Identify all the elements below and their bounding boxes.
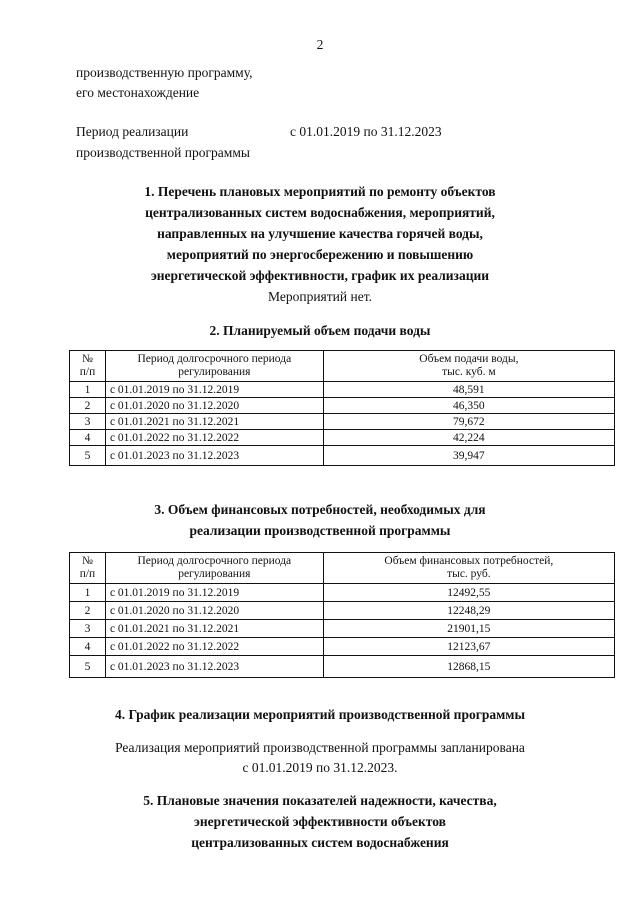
row-no: 1 <box>70 584 106 602</box>
period-label-1: Период реализации <box>76 124 189 139</box>
header-value: Объем финансовых потребностей, тыс. руб. <box>323 553 614 584</box>
row-value: 39,947 <box>323 446 614 466</box>
row-no: 5 <box>70 446 106 466</box>
row-value: 21901,15 <box>323 620 614 638</box>
row-period: с 01.01.2022 по 31.12.2022 <box>105 430 323 446</box>
intro-line-2: его местонахождение <box>76 85 200 100</box>
section4-text-2: с 01.01.2019 по 31.12.2023. <box>242 760 398 775</box>
row-no: 2 <box>70 602 106 620</box>
row-period: с 01.01.2020 по 31.12.2020 <box>105 398 323 414</box>
section1-heading-line: направленных на улучшение качества горячей воды, <box>157 226 483 241</box>
section3-heading <box>40 499 600 541</box>
financial-needs-table <box>69 552 615 678</box>
section5-heading-line: энергетической эффективности объектов <box>194 814 446 829</box>
header-value: Объем подачи воды, тыс. куб. м <box>323 351 614 382</box>
row-no: 5 <box>70 656 106 678</box>
intro-line-1: производственную программу, <box>76 65 253 80</box>
row-value: 46,350 <box>323 398 614 414</box>
section5-heading <box>40 790 600 853</box>
row-no: 3 <box>70 414 106 430</box>
row-period: с 01.01.2023 по 31.12.2023 <box>105 656 323 678</box>
section5-heading-line: 5. Плановые значения показателей надежности, качества, <box>143 793 497 808</box>
row-value: 12248,29 <box>323 602 614 620</box>
page-number: 2 <box>316 37 324 52</box>
row-no: 4 <box>70 430 106 446</box>
section3-heading-line: реализации производственной программы <box>189 523 451 538</box>
table-row <box>70 382 615 398</box>
row-period: с 01.01.2020 по 31.12.2020 <box>105 602 323 620</box>
period-label-2: производственной программы <box>76 145 250 160</box>
table-row <box>70 446 615 466</box>
table-row <box>70 398 615 414</box>
row-value: 12492,55 <box>323 584 614 602</box>
section1-heading-line: 1. Перечень плановых мероприятий по ремонту объектов <box>144 184 496 199</box>
section1-heading-line: энергетической эффективности, график их реализации <box>150 268 490 283</box>
section1-heading <box>40 181 600 286</box>
row-value: 79,672 <box>323 414 614 430</box>
table-row <box>70 620 615 638</box>
row-no: 1 <box>70 382 106 398</box>
table-row <box>70 638 615 656</box>
section2-heading: 2. Планируемый объем подачи воды <box>209 323 431 338</box>
header-period: Период долгосрочного периода регулирования <box>105 351 323 382</box>
table-header-row <box>70 553 615 584</box>
row-value: 12123,67 <box>323 638 614 656</box>
section4-text-1: Реализация мероприятий производственной программы запланирована <box>115 740 525 755</box>
water-volume-table <box>69 350 615 466</box>
row-period: с 01.01.2021 по 31.12.2021 <box>105 414 323 430</box>
row-period: с 01.01.2019 по 31.12.2019 <box>105 584 323 602</box>
table-row <box>70 602 615 620</box>
row-period: с 01.01.2023 по 31.12.2023 <box>105 446 323 466</box>
table-row <box>70 656 615 678</box>
row-period: с 01.01.2022 по 31.12.2022 <box>105 638 323 656</box>
section1-heading-line: централизованных систем водоснабжения, мероприятий, <box>145 205 495 220</box>
header-no: № п/п <box>70 553 106 584</box>
row-value: 12868,15 <box>323 656 614 678</box>
row-no: 2 <box>70 398 106 414</box>
section1-heading-line: мероприятий по энергосбережению и повышению <box>166 247 474 262</box>
section3-heading-line: 3. Объем финансовых потребностей, необходимых для <box>154 502 486 517</box>
row-value: 48,591 <box>323 382 614 398</box>
row-period: с 01.01.2021 по 31.12.2021 <box>105 620 323 638</box>
header-no: № п/п <box>70 351 106 382</box>
table-row <box>70 584 615 602</box>
section5-heading-line: централизованных систем водоснабжения <box>191 835 449 850</box>
row-period: с 01.01.2019 по 31.12.2019 <box>105 382 323 398</box>
section4-heading: 4. График реализации мероприятий производственной программы <box>114 707 526 722</box>
table-header-row <box>70 351 615 382</box>
header-period: Период долгосрочного периода регулирования <box>105 553 323 584</box>
period-value: с 01.01.2019 по 31.12.2023 <box>290 124 442 139</box>
row-value: 42,224 <box>323 430 614 446</box>
row-no: 4 <box>70 638 106 656</box>
section1-text: Мероприятий нет. <box>268 289 372 304</box>
table-row <box>70 414 615 430</box>
row-no: 3 <box>70 620 106 638</box>
table-row <box>70 430 615 446</box>
